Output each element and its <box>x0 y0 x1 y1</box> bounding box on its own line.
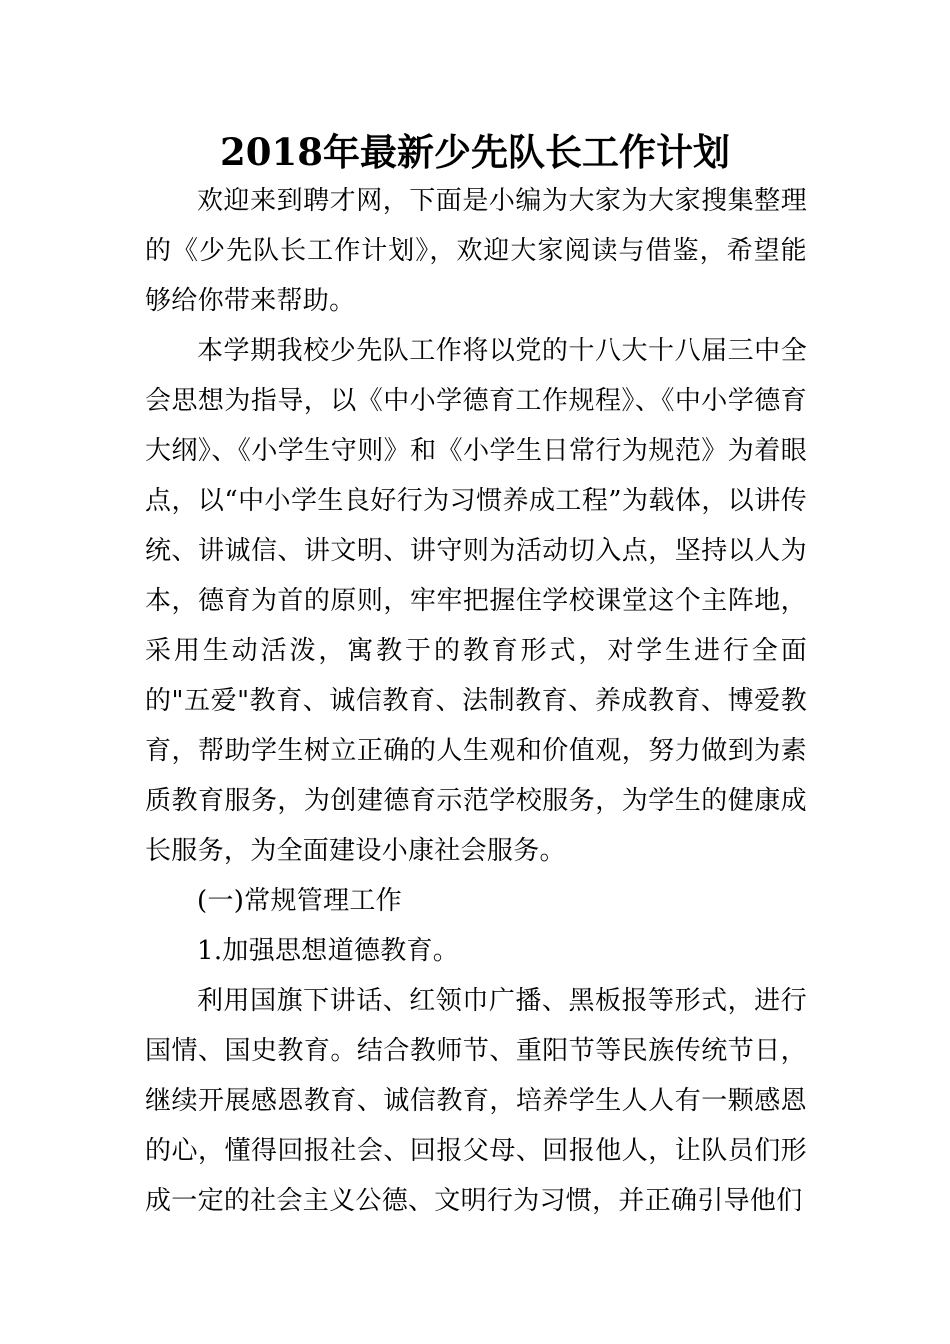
document-body <box>145 176 807 1226</box>
body-paragraph: 本学期我校少先队工作将以党的十八大十八届三中全会思想为指导，以《中小学德育工作规程》、《中小学德育大纲》、《小学生守则》和《小学生日常行为规范》为着眼点，以“中小学生良好行为习惯养成工程”为载体，以讲传统、讲诚信、讲文明、讲守则为活动切入点，坚持以人为本，德育为首的原则，牢牢把握住学校课堂这个主阵地，采用生动活泼，寓教于的教育形式，对学生进行全面的"五爱"教育、诚信教育、法制教育、养成教育、博爱教育，帮助学生树立正确的人生观和价值观，努力做到为素质教育服务，为创建德育示范学校服务，为学生的健康成长服务，为全面建设小康社会服务。 <box>145 336 807 866</box>
section-heading: (一)常规管理工作 <box>197 886 402 916</box>
body-paragraph: 利用国旗下讲话、红领巾广播、黑板报等形式，进行国情、国史教育。结合教师节、重阳节等民族传统节日，继续开展感恩教育、诚信教育，培养学生人人有一颗感恩的心，懂得回报社会、回报父母、回报他人，让队员们形成一定的社会主义公德、文明行为习惯，并正确引导他们 <box>145 986 807 1216</box>
intro-paragraph: 欢迎来到聘才网，下面是小编为大家为大家搜集整理的《少先队长工作计划》，欢迎大家阅读与借鉴，希望能够给你带来帮助。 <box>145 186 807 316</box>
document-title: 2018年最新少先队长工作计划 <box>220 130 730 174</box>
subsection-heading: 1.加强思想道德教育。 <box>197 936 460 966</box>
